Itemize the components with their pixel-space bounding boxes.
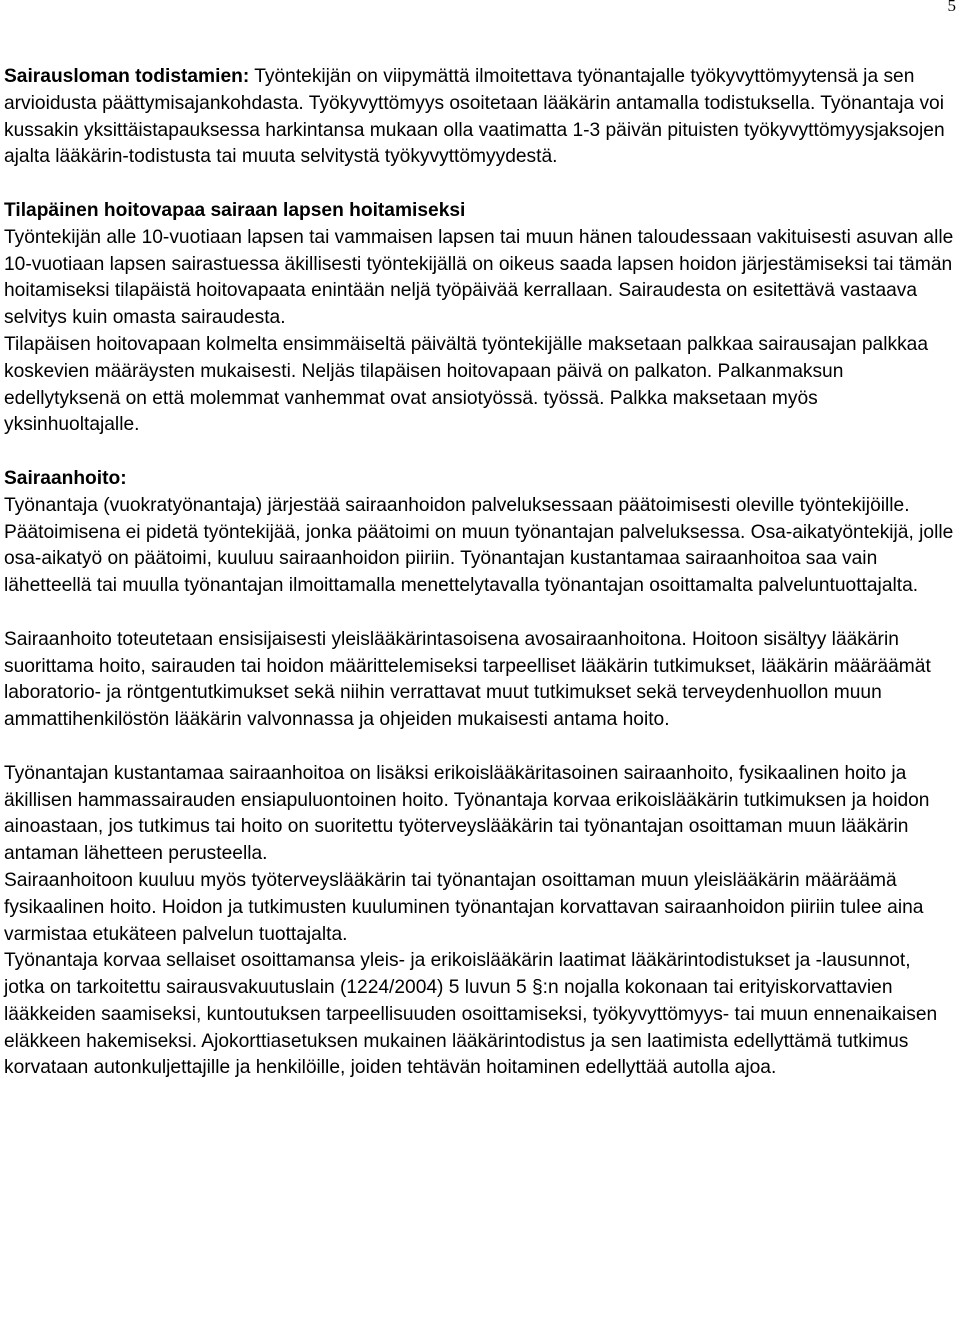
document-body <box>4 64 956 1082</box>
health-care-heading: Sairaanhoito: <box>4 467 127 489</box>
page-number: 5 <box>947 0 956 15</box>
health-care-paragraph-1: Työnantaja (vuokratyönantaja) järjestää sairaanhoidon palveluksessaan päätoimisesti oleville työntekijöille. Päätoimisena ei pidetä työntekijää, jonka päätoimi on muun työnantajan palveluksessa. Osa-aikatyöntekijä, jolle osa-aikatyö on päätoimi, kuuluu sairaanhoidon piiriin. Työnantajan kustantamaa sairaanhoitoa saa vain lähetteellä tai muulla työnantajan ilmoittamalla menettelytavalla työnantajan osoittamalta palveluntuottajalta. <box>4 494 954 597</box>
child-care-leave-paragraph-2: Tilapäisen hoitovapaan kolmelta ensimmäiseltä päivältä työntekijälle maksetaan palkkaa sairausajan palkkaa koskevien määräysten mukaisesti. Neljäs tilapäisen hoitovapaan päivä on palkaton. Palkanmaksun edellytyksenä on että molemmat vanhemmat ovat ansiotyössä. työssä. Palkka maksetaan myös yksinhuoltajalle. <box>4 333 929 436</box>
section-health-care <box>4 466 956 600</box>
sick-leave-paragraph <box>4 64 956 171</box>
section-child-care-leave <box>4 198 956 439</box>
child-care-leave-paragraph-1: Työntekijän alle 10-vuotiaan lapsen tai vammaisen lapsen tai muun hänen taloudessaan vakituisesti asuvan alle 10-vuotiaan lapsen sairastuessa äkillisesti työntekijällä on oikeus saada lapsen hoidon järjestämiseksi tai tämän hoitamiseksi tilapäistä hoitovapaata enintään neljä työpäivää kerrallaan. Sairaudesta on esitettävä vastaava selvitys kuin omasta sairaudesta. <box>4 226 954 329</box>
health-care-paragraph-4: Sairaanhoitoon kuuluu myös työterveyslääkärin tai työnantajan osoittaman muun yleislääkärin määräämä fysikaalinen hoito. Hoidon ja tutkimusten kuuluminen työnantajan korvattavan sairaanhoidon piiriin tulee aina varmistaa etukäteen palvelun tuottajalta. <box>4 869 924 945</box>
section-health-care-scope <box>4 627 956 734</box>
child-care-leave-heading: Tilapäinen hoitovapaa sairaan lapsen hoitamiseksi <box>4 199 466 221</box>
section-sick-leave <box>4 64 956 171</box>
health-care-paragraph-5: Työnantaja korvaa sellaiset osoittamansa yleis- ja erikoislääkärin laatimat lääkärintodistukset ja -lausunnot, jotka on tarkoitettu sairausvakuutuslain (1224/2004) 5 luvun 5 §:n nojalla kokonaan tai erityiskorvattavien lääkkeiden saamiseksi, kuntoutuksen tarpeellisuuden osoittamiseksi, työkyvyttömyys- tai muun ennenaikaisen eläkkeen hakemiseksi. Ajokorttiasetuksen mukainen lääkärintodistus ja sen laatimista edellyttämä tutkimus korvataan autonkuljettajille ja henkilöille, joiden tehtävän hoitaminen edellyttää autolla ajoa. <box>4 950 938 1079</box>
sick-leave-text: Työntekijän on viipymättä ilmoitettava työnantajalle työkyvyttömyytensä ja sen arvioidusta päättymisajankohdasta. Työkyvyttömyys osoitetaan lääkärin antamalla todistuksella. Työnantaja voi kussakin yksittäistapauksessa harkintansa mukaan olla vaatimatta 1-3 päivän pituisten työkyvyttömyysjaksojen ajalta lääkärin-todistusta tai muuta selvitystä työkyvyttömyydestä. <box>4 66 945 168</box>
sick-leave-heading: Sairausloman todistamien: <box>4 66 250 87</box>
section-health-care-specialist <box>4 761 956 1083</box>
health-care-paragraph-3: Työnantajan kustantamaa sairaanhoitoa on lisäksi erikoislääkäritasoinen sairaanhoito, fysikaalinen hoito ja äkillisen hammassairauden ensiapuluontoinen hoito. Työnantaja korvaa erikoislääkärin tutkimuksen ja hoidon ainoastaan, jos tutkimus tai hoito on suoritettu työterveyslääkärin tai työnantajan osoittaman muun lääkärin antaman lähetteen perusteella. <box>4 762 930 865</box>
health-care-paragraph-2: Sairaanhoito toteutetaan ensisijaisesti yleislääkärintasoisena avosairaanhoitona. Hoitoon sisältyy lääkärin suorittama hoito, sairauden tai hoidon määrittelemiseksi tarpeelliset lääkärin tutkimukset, lääkärin määräämät laboratorio- ja röntgentutkimukset sekä niihin verrattavat muut tutkimukset sekä terveydenhuollon muun ammattihenkilöstön lääkärin valvonnassa ja ohjeiden mukaisesti antama hoito. <box>4 628 931 731</box>
